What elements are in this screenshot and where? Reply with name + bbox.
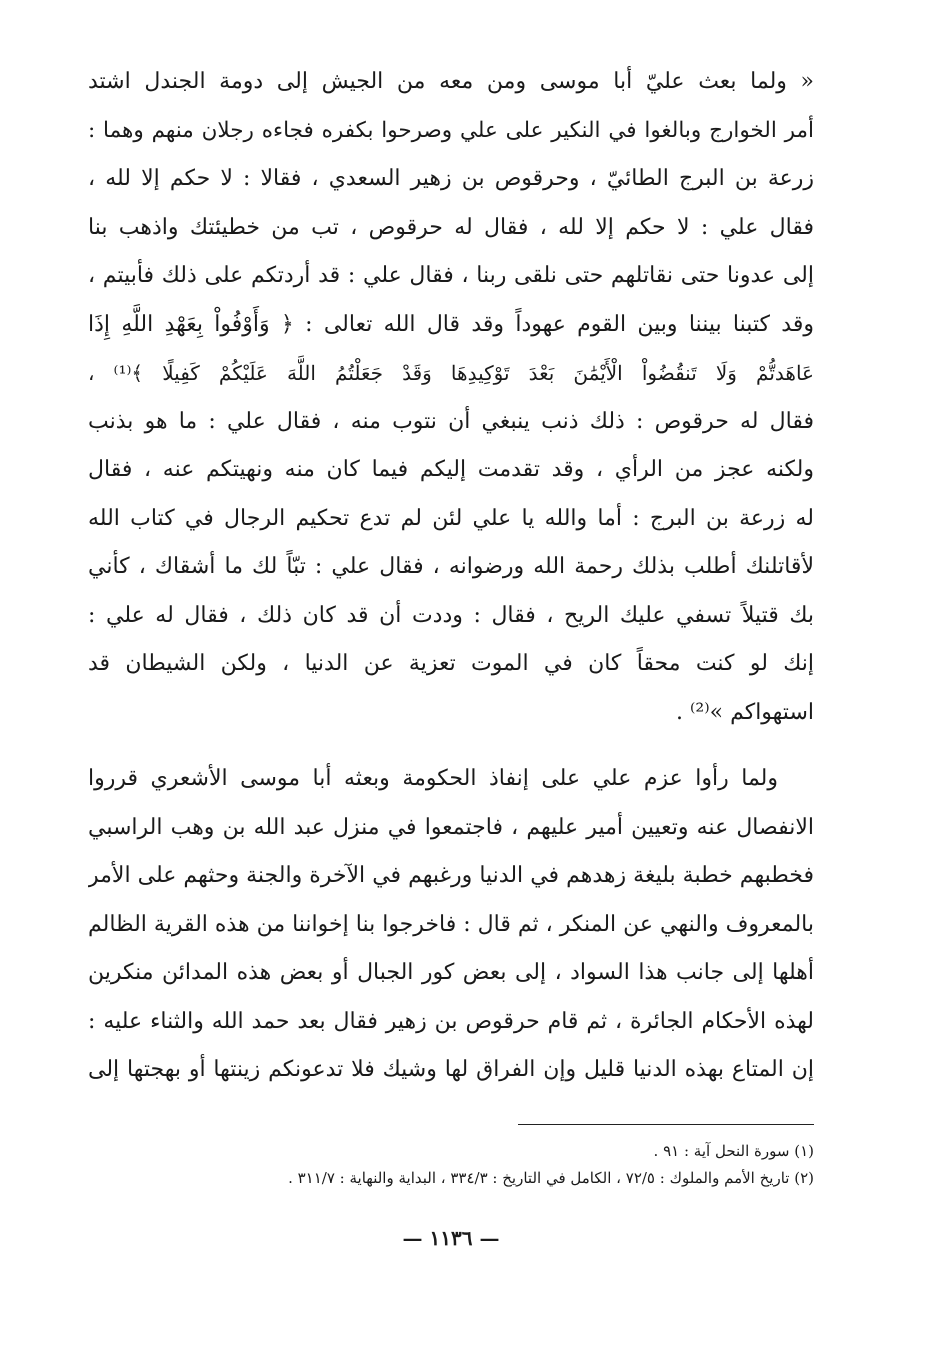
footnote-2: (٢) تاريخ الأمم والملوك : ٧٢/٥ ، الكامل في التاريخ : ٣٣٤/٣ ، البداية والنهاية : ٣١١/٧ . bbox=[288, 1169, 814, 1187]
text-line: استهواكم »⁽²⁾ . bbox=[676, 699, 814, 725]
paragraph-2 bbox=[88, 755, 814, 1095]
text-line: إلى عدونا حتى نقاتلهم حتى نلقى ربنا ، فقال علي : قد أردتكم على ذلك فأبيتم ، bbox=[88, 263, 814, 288]
text-line: بالمعروف والنهي عن المنكر ، ثم قال : فاخرجوا بنا إخواننا من هذه القرية الظالم bbox=[88, 911, 814, 937]
paragraph-1 bbox=[88, 58, 814, 737]
text-line: فقال علي : لا حكم إلا لله ، فقال له حرقوص ، تب من خطيئتك واذهب بنا bbox=[88, 214, 814, 240]
text-line: لأقاتلنك أطلب بذلك رحمة الله ورضوانه ، فقال علي : تبّاً لك ما أشقاك ، كأني bbox=[88, 554, 814, 579]
footnote-divider bbox=[518, 1124, 814, 1125]
text-line: ولكنه عجز من الرأي ، وقد تقدمت إليكم فيما كان منه ونهيتكم عنه ، فقال bbox=[88, 457, 814, 482]
text-line: ولما رأوا عزم علي على إنفاذ الحكومة وبعثه أبا موسى الأشعري قرروا bbox=[88, 766, 779, 791]
text-line: أهلها إلى جانب هذا السواد ، إلى بعض كور الجبال أو بعض هذه المدائن منكرين bbox=[88, 960, 814, 985]
text-line: « ولما بعث عليّ أبا موسى ومن معه من الجيش إلى دومة الجندل اشتد bbox=[88, 69, 814, 94]
book-page bbox=[88, 58, 814, 1298]
text-line: لهذه الأحكام الجائرة ، ثم قام حرقوص بن زهير فقال بعد حمد الله والثناء عليه : bbox=[88, 1008, 814, 1034]
text-line: إنك لو كنت محقاً كان في الموت تعزية عن الدنيا ، ولكن الشيطان قد bbox=[88, 651, 814, 676]
quran-verse-line: عَاهَدتُّمْ وَلَا تَنقُضُواْ الْأَيْمَٰنَ بَعْدَ تَوْكِيدِهَا وَقَدْ جَعَلْتُمُ اللَّهَ عَلَيْكُمْ كَفِيلًا ﴾⁽¹⁾ ، bbox=[88, 361, 814, 385]
page-number: — ١١٣٦ — bbox=[402, 1226, 500, 1250]
text-line: أمر الخوارج وبالغوا في النكير على علي وصرحوا بكفره فجاءه رجلان منهم وهما : bbox=[88, 117, 814, 143]
text-line: الانفصال عنه وتعيين أمير عليهم ، فاجتمعوا في منزل عبد الله بن وهب الراسبي bbox=[88, 814, 814, 840]
text-line: بك قتيلاً تسفي عليك الريح ، فقال : وددت أن قد كان ذلك ، فقال له علي : bbox=[88, 602, 814, 628]
text-line: فقال له حرقوص : ذلك ذنب ينبغي أن نتوب منه ، فقال علي : ما هو بذنب bbox=[88, 408, 814, 434]
text-line: فخطبهم خطبة بليغة زهدهم في الدنيا ورغبهم في الآخرة والجنة وحثهم على الأمر bbox=[88, 863, 814, 888]
text-line: وقد كتبنا بيننا وبين القوم عهوداً وقد قال الله تعالى : ﴿ وَأَوْفُواْ بِعَهْدِ اللَّهِ إِذَا bbox=[88, 311, 814, 337]
text-line: له زرعة بن البرج : أما والله يا علي لئن لم تدع تحكيم الرجال في كتاب الله bbox=[88, 505, 814, 531]
text-line: زرعة بن البرج الطائيّ ، وحرقوص بن زهير السعدي ، فقالا : لا حكم إلا لله ، bbox=[88, 166, 814, 191]
footnotes bbox=[88, 1138, 814, 1192]
text-line: إن المتاع بهذه الدنيا قليل وإن الفراق لها وشيك فلا تدعونكم زينتها أو بهجتها إلى bbox=[88, 1057, 814, 1082]
footnote-1: (١) سورة النحل آية : ٩١ . bbox=[653, 1142, 814, 1160]
